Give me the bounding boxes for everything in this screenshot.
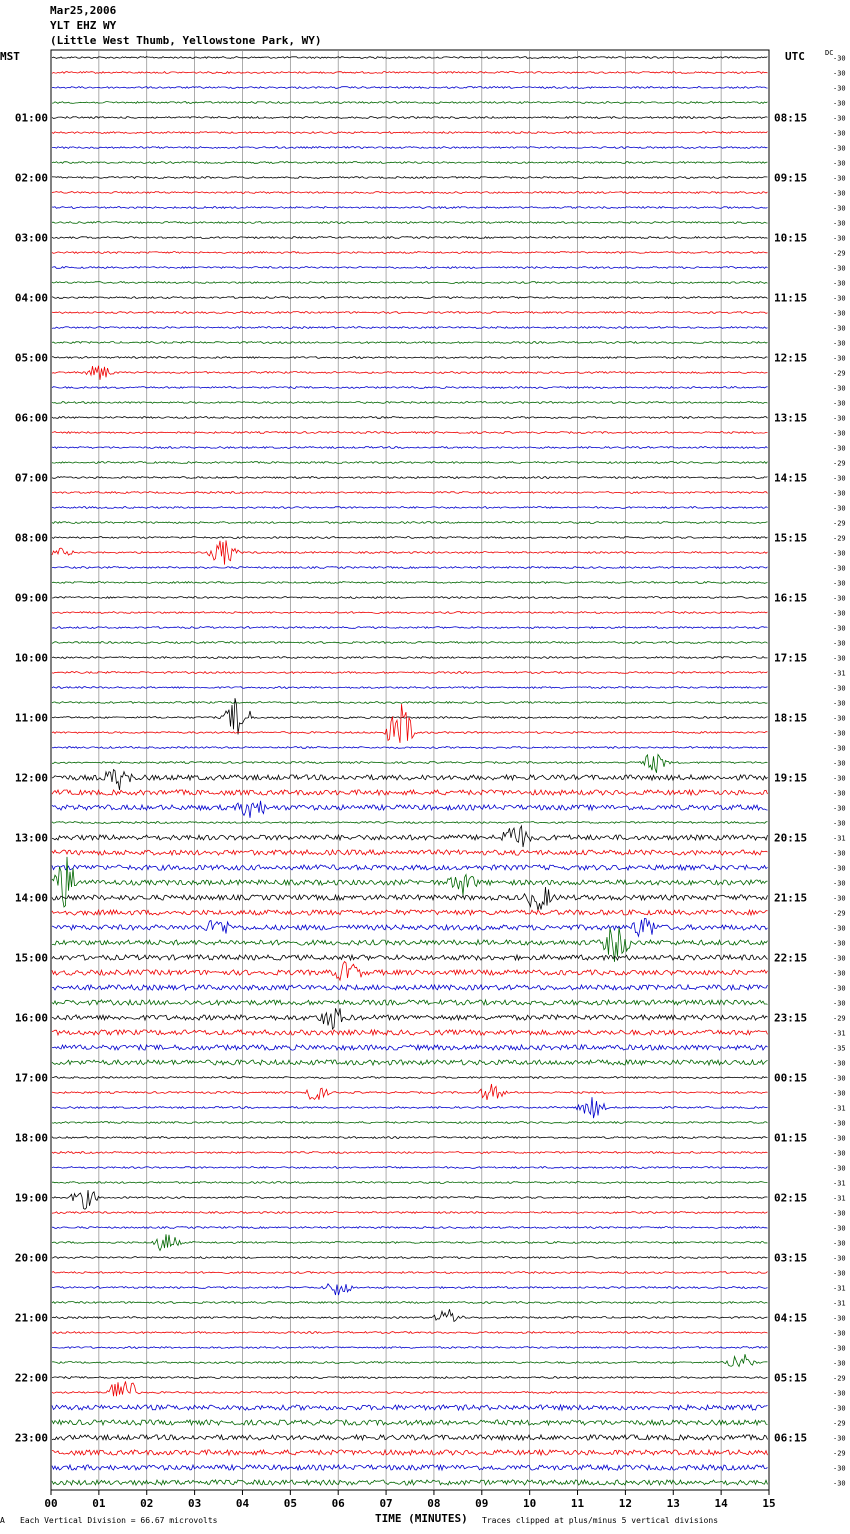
utc-hour-label: 00:15 [774,1071,808,1085]
dc-offset-label: -30 [833,744,846,753]
seismic-trace [52,312,768,314]
dc-offset-label: -30 [833,84,846,93]
dc-offset-label: -30 [833,1464,846,1473]
seismic-trace [52,222,768,224]
seismic-trace [52,1257,768,1259]
seismic-trace [52,698,768,734]
dc-offset-label: -30 [833,924,846,933]
seismic-trace [52,87,768,89]
x-tick-label: 04 [235,1497,250,1510]
dc-offset-label: -31 [833,1299,846,1308]
seismic-trace [52,357,768,359]
dc-offset-label: -30 [833,204,846,213]
x-tick-label: 09 [475,1497,489,1510]
dc-offset-label: -30 [833,879,846,888]
mst-hour-label: 05:00 [14,351,48,365]
dc-offset-label: -30 [833,774,846,783]
right-timezone-label: UTC [785,50,805,63]
seismic-trace [52,252,768,254]
seismic-trace [52,702,768,704]
dc-offset-label: -30 [833,1254,846,1263]
seismic-trace [52,704,768,743]
seismic-trace [52,985,768,990]
seismic-trace [52,1060,768,1065]
seismic-trace [52,612,768,614]
mst-hour-label: 17:00 [14,1071,48,1085]
scale-note: Each Vertical Division = 66.67 microvolts [20,1516,218,1525]
seismic-trace [52,522,768,524]
utc-hour-label: 06:15 [774,1431,808,1445]
mst-hour-label: 08:00 [14,531,48,545]
dc-offset-label: -31 [833,1284,846,1293]
seismic-trace [52,282,768,284]
dc-offset-label: -30 [833,819,846,828]
mst-hour-label: 18:00 [14,1131,48,1145]
utc-hour-label: 11:15 [774,291,808,305]
dc-offset-label: -30 [833,789,846,798]
dc-offset-label: -30 [833,279,846,288]
x-tick-label: 07 [379,1497,393,1510]
seismic-trace [52,1450,768,1455]
seismic-trace [52,1030,768,1035]
seismic-trace [52,327,768,329]
seismic-trace [52,537,768,539]
seismic-trace [52,1405,768,1410]
seismic-trace [52,462,768,464]
dc-offset-label: -30 [833,69,846,78]
dc-offset-label: -30 [833,579,846,588]
dc-offset-label: -30 [833,654,846,663]
dc-offset-label: -31 [833,1179,846,1188]
dc-offset-label: -30 [833,339,846,348]
seismic-trace [52,162,768,164]
dc-offset-label: -29 [833,909,846,918]
dc-offset-label: -30 [833,144,846,153]
seismic-trace [52,1332,768,1334]
seismic-trace [52,1284,768,1295]
seismic-trace [52,747,768,749]
seismic-trace [52,132,768,134]
mst-hour-label: 19:00 [14,1191,48,1205]
seismic-trace [52,1381,768,1396]
seismic-trace [52,1152,768,1154]
dc-offset-label: -29 [833,1374,846,1383]
x-tick-label: 10 [523,1497,537,1510]
dc-offset-label: -30 [833,294,846,303]
x-tick-label: 15 [762,1497,776,1510]
seismic-trace [52,1309,768,1321]
mst-hour-label: 10:00 [14,651,48,665]
dc-offset-label: -30 [833,849,846,858]
utc-hour-label: 02:15 [774,1191,808,1205]
seismic-trace [52,1302,768,1304]
seismic-trace [52,540,768,564]
dc-offset-label: -30 [833,1119,846,1128]
utc-hour-label: 05:15 [774,1371,808,1385]
seismic-trace [52,1084,768,1100]
mst-hour-label: 20:00 [14,1251,48,1265]
dc-offset-label: -30 [833,699,846,708]
dc-offset-label: -30 [833,114,846,123]
seismic-trace [52,1435,768,1440]
dc-offset-label: -30 [833,159,846,168]
seismic-trace [52,567,768,569]
dc-offset-label: -30 [833,129,846,138]
utc-hour-label: 03:15 [774,1251,808,1265]
dc-offset-label: -30 [833,1329,846,1338]
seismic-trace [52,1272,768,1274]
corner-mark: A [0,1516,5,1525]
seismic-trace [52,1377,768,1379]
seismic-trace [52,477,768,479]
dc-offset-label: -30 [833,1239,846,1248]
seismic-trace [52,918,768,936]
dc-offset-label: -29 [833,1419,846,1428]
dc-offset-label: -31 [833,1194,846,1203]
utc-hour-label: 15:15 [774,531,808,545]
seismic-trace [52,267,768,269]
seismic-trace [52,657,768,659]
seismic-trace [52,597,768,599]
dc-offset-label: -30 [833,1224,846,1233]
mst-hour-label: 23:00 [14,1431,48,1445]
x-tick-label: 05 [283,1497,297,1510]
seismic-trace [52,507,768,509]
mst-hour-label: 15:00 [14,951,48,965]
mst-hour-label: 04:00 [14,291,48,305]
seismic-trace [52,910,768,915]
x-tick-label: 00 [44,1497,58,1510]
utc-hour-label: 18:15 [774,711,808,725]
dc-offset-label: -29 [833,459,846,468]
x-tick-label: 11 [570,1497,585,1510]
dc-offset-label: -30 [833,384,846,393]
dc-offset-label: -30 [833,624,846,633]
seismic-trace [52,1347,768,1349]
dc-offset-label: -30 [833,999,846,1008]
seismic-trace [52,687,768,689]
utc-hour-label: 19:15 [774,771,808,785]
dc-offset-label: -30 [833,984,846,993]
seismic-trace [52,826,768,847]
seismic-trace [52,402,768,404]
dc-offset-label: -30 [833,549,846,558]
seismic-trace [52,387,768,389]
mst-hour-label: 01:00 [14,111,48,125]
seismic-trace [52,962,768,981]
dc-offset-label: -30 [833,969,846,978]
seismic-trace [52,417,768,419]
utc-hour-label: 23:15 [774,1011,808,1025]
seismic-trace [52,857,768,907]
utc-hour-label: 08:15 [774,111,808,125]
seismic-trace [52,342,768,344]
seismic-trace [52,1212,768,1214]
station-location: (Little West Thumb, Yellowstone Park, WY) [50,34,322,47]
seismic-trace [52,1190,768,1209]
dc-offset-label: -29 [833,534,846,543]
seismic-trace [52,1045,768,1050]
dc-offset-label: -30 [833,309,846,318]
mst-hour-label: 21:00 [14,1311,48,1325]
dc-offset-label: -30 [833,264,846,273]
dc-offset-label: -30 [833,219,846,228]
seismic-trace [52,492,768,494]
utc-hour-label: 09:15 [774,171,808,185]
dc-offset-label: -31 [833,1029,846,1038]
dc-offset-label: -30 [833,1359,846,1368]
dc-offset-label: -31 [833,834,846,843]
seismic-trace [52,432,768,434]
seismic-trace [52,582,768,584]
seismic-trace [52,366,768,380]
dc-offset-label: -30 [833,714,846,723]
seismic-trace [52,1465,768,1470]
dc-offset-label: -30 [833,1434,846,1443]
seismic-trace [52,1420,768,1425]
seismic-trace [52,770,768,790]
mst-hour-label: 14:00 [14,891,48,905]
seismic-trace [52,297,768,299]
seismic-trace [52,192,768,194]
utc-hour-label: 01:15 [774,1131,808,1145]
dc-offset-label: -30 [833,1344,846,1353]
x-tick-label: 01 [92,1497,106,1510]
dc-offset-label: -35 [833,1044,846,1053]
dc-offset-label: -30 [833,1134,846,1143]
dc-offset-label: -30 [833,894,846,903]
station-code: YLT EHZ WY [50,19,117,32]
utc-hour-label: 20:15 [774,831,808,845]
seismic-trace [52,1227,768,1229]
dc-offset-label: -30 [833,1479,846,1488]
seismic-trace [52,627,768,629]
dc-offset-label: -30 [833,564,846,573]
seismic-trace [52,1000,768,1005]
seismic-trace [52,1077,768,1079]
seismic-trace [52,102,768,104]
dc-offset-label: -31 [833,669,846,678]
x-tick-label: 14 [714,1497,728,1510]
dc-offset-label: -30 [833,1404,846,1413]
dc-offset-label: -30 [833,324,846,333]
dc-offset-label: -29 [833,369,846,378]
seismic-trace [52,1234,768,1250]
dc-offset-label: -30 [833,804,846,813]
seismic-trace [52,72,768,74]
mst-hour-label: 16:00 [14,1011,48,1025]
seismic-trace [52,1137,768,1139]
utc-hour-label: 12:15 [774,351,808,365]
seismic-trace [52,147,768,149]
dc-offset-label: -30 [833,1149,846,1158]
left-timezone-label: MST [0,50,20,63]
dc-offset-label: -30 [833,399,846,408]
utc-hour-label: 21:15 [774,891,808,905]
mst-hour-label: 09:00 [14,591,48,605]
mst-hour-label: 11:00 [14,711,48,725]
seismic-trace [52,1354,768,1366]
plot-frame [51,50,769,1490]
mst-hour-label: 02:00 [14,171,48,185]
dc-offset-label: -30 [833,594,846,603]
clip-note: Traces clipped at plus/minus 5 vertical divisions [482,1516,719,1525]
seismic-trace [52,1182,768,1184]
dc-offset-label: -30 [833,1269,846,1278]
dc-offset-label: -30 [833,1209,846,1218]
dc-offset-label: -30 [833,174,846,183]
dc-offset-label: -30 [833,444,846,453]
utc-hour-label: 04:15 [774,1311,808,1325]
seismic-trace [52,207,768,209]
dc-offset-label: -30 [833,954,846,963]
dc-offset-label: -30 [833,99,846,108]
dc-offset-label: -30 [833,189,846,198]
seismic-trace [52,237,768,239]
mst-hour-label: 03:00 [14,231,48,245]
seismic-trace [52,1480,768,1485]
seismic-trace [52,1122,768,1124]
plot-date: Mar25,2006 [50,4,117,17]
mst-hour-label: 13:00 [14,831,48,845]
mst-hour-label: 22:00 [14,1371,48,1385]
dc-offset-label: -30 [833,729,846,738]
utc-hour-label: 16:15 [774,591,808,605]
dc-offset-label: -29 [833,519,846,528]
dc-offset-label: -30 [833,474,846,483]
dc-label: DC [825,49,834,57]
dc-offset-label: -30 [833,1164,846,1173]
mst-hour-label: 12:00 [14,771,48,785]
seismic-trace [52,822,768,824]
utc-hour-label: 10:15 [774,231,808,245]
dc-offset-label: -30 [833,939,846,948]
dc-offset-label: -29 [833,1014,846,1023]
mst-hour-label: 07:00 [14,471,48,485]
x-tick-label: 08 [427,1497,441,1510]
seismic-trace [52,642,768,644]
seismic-trace [52,927,768,962]
x-tick-label: 02 [140,1497,154,1510]
dc-offset-label: -30 [833,639,846,648]
x-tick-label: 06 [331,1497,345,1510]
dc-offset-label: -30 [833,414,846,423]
seismic-trace [52,850,768,855]
dc-offset-label: -30 [833,864,846,873]
mst-hour-label: 06:00 [14,411,48,425]
dc-offset-label: -30 [833,234,846,243]
utc-hour-label: 13:15 [774,411,808,425]
x-axis-label: TIME (MINUTES) [375,1512,468,1525]
dc-offset-label: -30 [833,684,846,693]
seismic-trace [52,755,768,773]
dc-offset-label: -30 [833,54,846,63]
dc-offset-label: -30 [833,504,846,513]
seismic-trace [52,1008,768,1029]
x-tick-label: 03 [187,1497,202,1510]
seismic-trace [52,955,768,960]
dc-offset-label: -30 [833,609,846,618]
utc-hour-label: 14:15 [774,471,808,485]
dc-offset-label: -30 [833,1059,846,1068]
x-tick-label: 12 [618,1497,633,1510]
seismic-trace [52,672,768,674]
seismic-trace [52,801,768,818]
dc-offset-label: -30 [833,759,846,768]
seismic-trace [52,447,768,449]
seismic-trace [52,1167,768,1169]
dc-offset-label: -30 [833,429,846,438]
dc-offset-label: -30 [833,1389,846,1398]
dc-offset-label: -30 [833,489,846,498]
utc-hour-label: 22:15 [774,951,808,965]
dc-offset-label: -29 [833,249,846,258]
dc-offset-label: -29 [833,1449,846,1458]
seismic-trace [52,887,768,911]
seismic-trace [52,177,768,179]
seismic-trace [52,790,768,795]
x-tick-label: 13 [666,1497,680,1510]
seismic-trace [52,117,768,119]
utc-hour-label: 17:15 [774,651,808,665]
seismic-trace [52,865,768,870]
dc-offset-label: -30 [833,1314,846,1323]
dc-offset-label: -30 [833,1089,846,1098]
seismic-trace [52,57,768,59]
dc-offset-label: -30 [833,1074,846,1083]
seismic-trace [52,1097,768,1118]
dc-offset-label: -30 [833,354,846,363]
dc-offset-label: -31 [833,1104,846,1113]
